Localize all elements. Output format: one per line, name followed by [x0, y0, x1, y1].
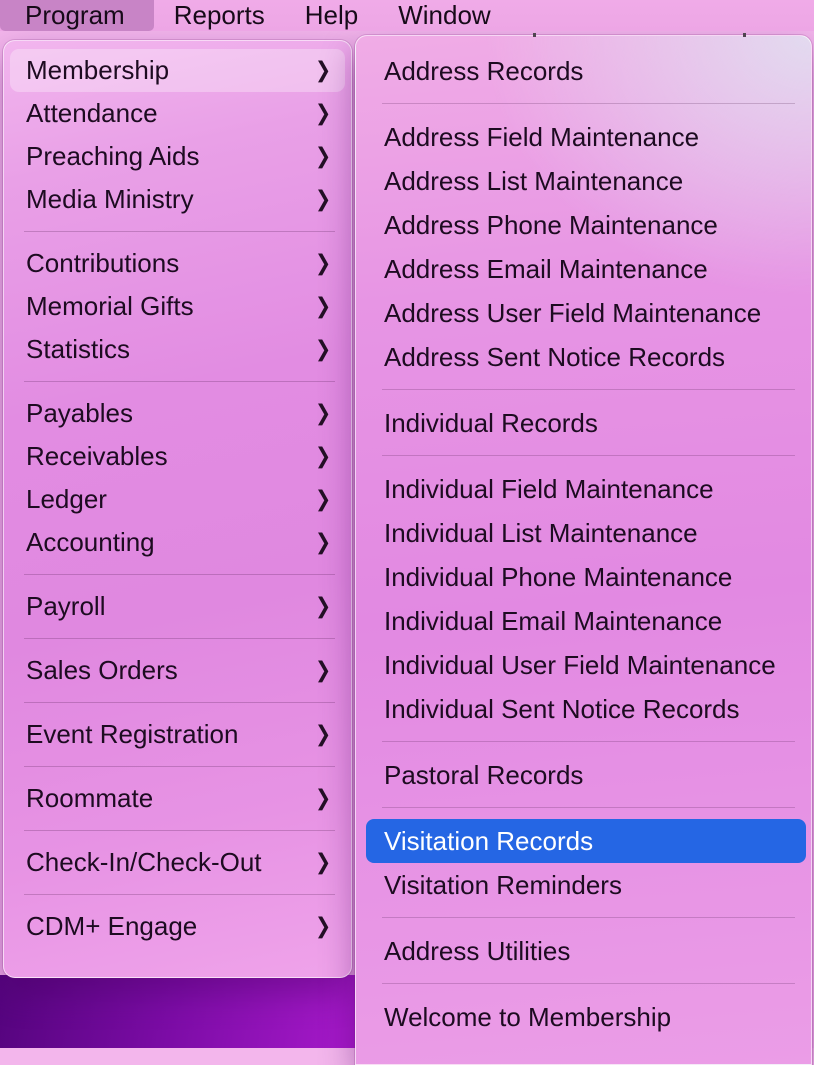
- menu-item-attendance[interactable]: [10, 92, 345, 135]
- menu-separator: [382, 741, 795, 742]
- chevron-right-icon: ❯: [315, 186, 331, 212]
- submenu-item-address-list-maintenance[interactable]: [366, 159, 806, 203]
- submenu-item-label: Visitation Records: [384, 825, 594, 856]
- submenu-item-label: Individual List Maintenance: [384, 517, 698, 548]
- menu-item-roommate[interactable]: [10, 777, 345, 820]
- menu-item-label: Contributions: [26, 248, 180, 278]
- submenu-item-label: Address List Maintenance: [384, 165, 684, 196]
- submenu-item-individual-user-field-maintenance[interactable]: [366, 643, 806, 687]
- submenu-item-label: Address Phone Maintenance: [384, 209, 718, 240]
- desktop-background: [0, 975, 360, 1048]
- chevron-right-icon: ❯: [315, 721, 331, 747]
- chevron-right-icon: ❯: [315, 57, 331, 83]
- menubar-item-help[interactable]: Help: [304, 0, 359, 30]
- submenu-item-label: Address Records: [384, 55, 584, 86]
- menu-item-label: Ledger: [26, 484, 107, 514]
- menu-item-label: Accounting: [26, 527, 155, 557]
- menu-item-media-ministry[interactable]: [10, 178, 345, 221]
- artifact-tick: [743, 33, 746, 37]
- submenu-item-welcome-to-membership[interactable]: [366, 995, 806, 1039]
- submenu-item-individual-list-maintenance[interactable]: [366, 511, 806, 555]
- menu-item-ledger[interactable]: [10, 478, 345, 521]
- chevron-right-icon: ❯: [315, 143, 331, 169]
- submenu-item-label: Individual Sent Notice Records: [384, 693, 740, 724]
- submenu-item-address-field-maintenance[interactable]: [366, 115, 806, 159]
- chevron-right-icon: ❯: [315, 593, 331, 619]
- chevron-right-icon: ❯: [315, 336, 331, 362]
- chevron-right-icon: ❯: [315, 529, 331, 555]
- menu-item-receivables[interactable]: [10, 435, 345, 478]
- chevron-right-icon: ❯: [315, 443, 331, 469]
- menubar: [0, 0, 814, 31]
- menu-separator: [24, 231, 335, 232]
- chevron-right-icon: ❯: [315, 849, 331, 875]
- menu-separator: [24, 638, 335, 639]
- submenu-item-address-records[interactable]: [366, 49, 806, 93]
- menubar-item-window[interactable]: Window: [398, 0, 491, 30]
- menu-item-label: Payables: [26, 398, 133, 428]
- chevron-right-icon: ❯: [315, 785, 331, 811]
- menu-item-label: Receivables: [26, 441, 168, 471]
- menu-item-sales-orders[interactable]: [10, 649, 345, 692]
- program-menu-panel: [3, 40, 352, 978]
- submenu-item-individual-records[interactable]: [366, 401, 806, 445]
- menu-item-label: Statistics: [26, 334, 131, 364]
- menu-item-preaching-aids[interactable]: [10, 135, 345, 178]
- submenu-item-address-user-field-maintenance[interactable]: [366, 291, 806, 335]
- submenu-item-label: Welcome to Membership: [384, 1001, 672, 1032]
- chevron-right-icon: ❯: [315, 293, 331, 319]
- submenu-item-label: Individual User Field Maintenance: [384, 649, 776, 680]
- submenu-item-label: Address Email Maintenance: [384, 253, 708, 284]
- submenu-item-individual-phone-maintenance[interactable]: [366, 555, 806, 599]
- menu-item-label: Payroll: [26, 591, 106, 621]
- submenu-item-label: Individual Email Maintenance: [384, 605, 723, 636]
- menu-separator: [24, 381, 335, 382]
- menu-separator: [24, 766, 335, 767]
- submenu-item-address-phone-maintenance[interactable]: [366, 203, 806, 247]
- menu-separator: [382, 389, 795, 390]
- menu-separator: [24, 702, 335, 703]
- submenu-item-individual-field-maintenance[interactable]: [366, 467, 806, 511]
- menu-item-event-registration[interactable]: [10, 713, 345, 756]
- submenu-item-label: Address Field Maintenance: [384, 121, 700, 152]
- menu-item-label: Roommate: [26, 783, 154, 813]
- menu-separator: [24, 894, 335, 895]
- submenu-item-pastoral-records[interactable]: [366, 753, 806, 797]
- menu-separator: [382, 807, 795, 808]
- chevron-right-icon: ❯: [315, 250, 331, 276]
- submenu-item-label: Address Sent Notice Records: [384, 341, 726, 372]
- submenu-item-label: Address User Field Maintenance: [384, 297, 762, 328]
- artifact-tick: [533, 33, 536, 37]
- chevron-right-icon: ❯: [315, 400, 331, 426]
- menu-item-memorial-gifts[interactable]: [10, 285, 345, 328]
- menu-item-contributions[interactable]: [10, 242, 345, 285]
- menu-separator: [382, 103, 795, 104]
- chevron-right-icon: ❯: [315, 913, 331, 939]
- menu-separator: [24, 574, 335, 575]
- submenu-item-label: Individual Phone Maintenance: [384, 561, 733, 592]
- menu-item-label: Attendance: [26, 98, 158, 128]
- menubar-item-program[interactable]: Program: [0, 0, 154, 31]
- menu-separator: [24, 830, 335, 831]
- submenu-item-label: Individual Field Maintenance: [384, 473, 714, 504]
- submenu-item-individual-email-maintenance[interactable]: [366, 599, 806, 643]
- submenu-item-address-utilities[interactable]: [366, 929, 806, 973]
- submenu-item-label: Pastoral Records: [384, 759, 584, 790]
- menu-item-label: Preaching Aids: [26, 141, 200, 171]
- menu-item-payroll[interactable]: [10, 585, 345, 628]
- submenu-item-address-sent-notice-records[interactable]: [366, 335, 806, 379]
- menu-item-label: Sales Orders: [26, 655, 178, 685]
- submenu-item-label: Individual Records: [384, 407, 598, 438]
- submenu-item-visitation-records[interactable]: [366, 819, 806, 863]
- submenu-item-address-email-maintenance[interactable]: [366, 247, 806, 291]
- submenu-item-visitation-reminders[interactable]: [366, 863, 806, 907]
- menu-item-accounting[interactable]: [10, 521, 345, 564]
- submenu-item-individual-sent-notice-records[interactable]: [366, 687, 806, 731]
- chevron-right-icon: ❯: [315, 486, 331, 512]
- menu-item-check-in-check-out[interactable]: [10, 841, 345, 884]
- menu-separator: [382, 455, 795, 456]
- membership-submenu-panel: [355, 35, 812, 1065]
- menu-item-payables[interactable]: [10, 392, 345, 435]
- menu-item-membership[interactable]: [10, 49, 345, 92]
- chevron-right-icon: ❯: [315, 657, 331, 683]
- menu-item-label: Memorial Gifts: [26, 291, 194, 321]
- menu-separator: [382, 983, 795, 984]
- menu-separator: [382, 917, 795, 918]
- submenu-item-label: Address Utilities: [384, 935, 571, 966]
- submenu-item-label: Visitation Reminders: [384, 869, 622, 900]
- menu-item-statistics[interactable]: [10, 328, 345, 371]
- menu-item-label: Media Ministry: [26, 184, 194, 214]
- menubar-item-reports[interactable]: Reports: [173, 0, 265, 30]
- menu-item-label: CDM+ Engage: [26, 911, 198, 941]
- chevron-right-icon: ❯: [315, 100, 331, 126]
- menu-item-label: Event Registration: [26, 719, 239, 749]
- menu-item-label: Membership: [26, 55, 170, 85]
- menu-item-cdm-engage[interactable]: [10, 905, 345, 948]
- menu-item-label: Check-In/Check-Out: [26, 847, 262, 877]
